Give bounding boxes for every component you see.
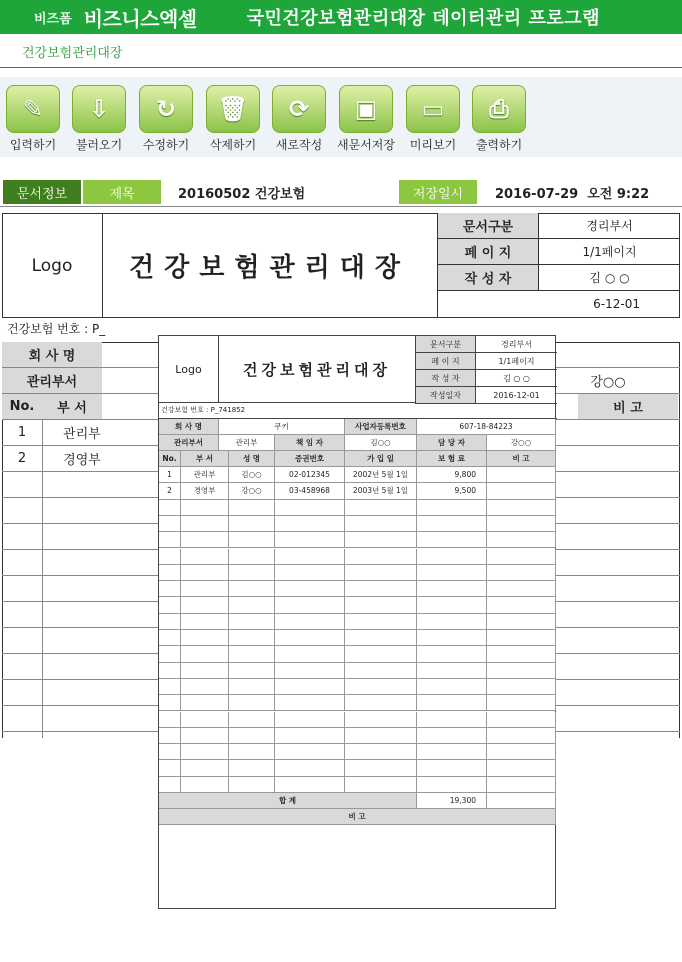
preview-cell: 강○○: [229, 483, 275, 498]
preview-cell: [159, 679, 181, 694]
preview-cell: [417, 646, 487, 661]
preview-cell: [275, 630, 345, 645]
preview-cell: [181, 695, 229, 710]
preview-cell: [181, 777, 229, 792]
preview-row: [159, 777, 556, 793]
preview-row: [159, 679, 556, 695]
preview-cell: [487, 614, 556, 629]
insurance-number: 건강보험 번호 : P_: [7, 322, 106, 336]
preview-cell: [229, 712, 275, 727]
preview-meta-row: [415, 336, 557, 353]
program-title: 국민건강보험관리대장 데이터관리 프로그램: [246, 8, 601, 29]
preview-cell: [487, 516, 556, 531]
preview-row: [159, 435, 556, 451]
preview-cell: [159, 549, 181, 564]
preview-total-value: 19,300: [417, 793, 487, 808]
toolbar-button-label: 새문서저장: [337, 138, 395, 152]
preview-cell: [487, 467, 556, 482]
preview-meta-value: 경리부서: [501, 339, 532, 349]
preview-cell: [229, 760, 275, 775]
preview-cell: [229, 581, 275, 596]
preview-cell: [159, 532, 181, 547]
preview-cell: [159, 597, 181, 612]
preview-cell: [417, 516, 487, 531]
preview-cell: [159, 565, 181, 580]
preview-cell: [229, 630, 275, 645]
brand-small: 비즈폼: [34, 11, 72, 27]
preview-cell: 9,800: [417, 467, 487, 482]
preview-cell: [345, 516, 417, 531]
preview-cell: [181, 760, 229, 775]
preview-cell: [229, 663, 275, 678]
preview-row: [159, 483, 556, 499]
preview-cell: 2002년 5월 1일: [345, 467, 417, 482]
preview-cell: [417, 565, 487, 580]
preview-meta-key: 작 성 자: [416, 370, 476, 386]
preview-resp-label: 책 임 자: [275, 435, 345, 450]
preview-cell: [275, 695, 345, 710]
toolbar-button-4[interactable]: [203, 85, 263, 153]
preview-cell: [229, 565, 275, 580]
refresh-icon: ↻: [139, 85, 193, 133]
preview-cell: [275, 646, 345, 661]
preview-cell: [159, 777, 181, 792]
form-logo: Logo: [2, 213, 103, 318]
preview-cell: [417, 597, 487, 612]
preview-cell: [229, 777, 275, 792]
meta-value: 6-12-01: [593, 297, 640, 311]
preview-cell: [487, 712, 556, 727]
preview-cell: [229, 646, 275, 661]
col-note: 비 고: [578, 394, 678, 419]
preview-cell: [275, 549, 345, 564]
preview-cell: [159, 712, 181, 727]
preview-meta-value: 2016-12-01: [493, 390, 540, 400]
preview-cell: [345, 695, 417, 710]
preview-resp-value: 김○○: [345, 435, 417, 450]
meta-value: 경리부서: [586, 219, 633, 233]
preview-cell: [487, 695, 556, 710]
preview-cell: [229, 695, 275, 710]
preview-cell: [159, 744, 181, 759]
meta-value: 1/1페이지: [582, 245, 637, 259]
preview-cell: 03-458968: [275, 483, 345, 498]
preview-cell: [275, 663, 345, 678]
preview-cell: [345, 712, 417, 727]
preview-cell: [487, 760, 556, 775]
preview-cell: [159, 581, 181, 596]
preview-cell: [275, 581, 345, 596]
preview-cell: [181, 744, 229, 759]
preview-cell: [345, 679, 417, 694]
preview-mgr-value: 강○○: [487, 435, 556, 450]
preview-meta-value: 1/1페이지: [498, 356, 535, 366]
preview-cell: [417, 760, 487, 775]
preview-row: [159, 646, 556, 662]
monitor-icon: ▭: [406, 85, 460, 133]
preview-table: [159, 418, 557, 821]
preview-header: 성 명: [229, 451, 275, 466]
preview-dept-label: 관리부서: [159, 435, 219, 450]
toolbar-button-label: 수정하기: [142, 138, 190, 152]
preview-cell: [181, 565, 229, 580]
preview-cell: [417, 663, 487, 678]
preview-cell: [229, 597, 275, 612]
preview-cell: [229, 516, 275, 531]
preview-row: [159, 549, 556, 565]
top-banner: [0, 0, 682, 34]
preview-cell: 2003년 5월 1일: [345, 483, 417, 498]
preview-row: [159, 597, 556, 613]
form-meta-row: [437, 265, 680, 291]
preview-cell: [229, 614, 275, 629]
form-meta-row: [437, 239, 680, 265]
info-divider: [0, 206, 682, 207]
preview-row: [159, 451, 556, 467]
manager-value[interactable]: 강○○: [590, 375, 626, 390]
saved-badge: 저장일시: [399, 180, 477, 204]
preview-company-value: 쿠키: [219, 419, 345, 434]
preview-cell: [417, 500, 487, 515]
preview-cell: 9,500: [417, 483, 487, 498]
preview-cell: [159, 646, 181, 661]
preview-cell: [275, 565, 345, 580]
preview-meta-key: 페 이 지: [416, 353, 476, 369]
brand-logo: 비즈니스엑셀: [83, 6, 197, 31]
preview-total-label: 합 계: [159, 793, 417, 808]
row-dept[interactable]: 관리부: [63, 427, 101, 442]
trash-icon: 🗑: [206, 85, 260, 133]
dept-label: 관리부서: [2, 368, 102, 393]
divider: [0, 67, 682, 68]
preview-meta-value: 김 ○ ○: [503, 373, 530, 383]
preview-cell: 관리부: [181, 467, 229, 482]
toolbar-button-7[interactable]: [403, 85, 463, 153]
preview-row: [159, 712, 556, 728]
preview-cell: [275, 679, 345, 694]
preview-cell: [487, 483, 556, 498]
toolbar-button-label: 입력하기: [9, 138, 57, 152]
toolbar-button-label: 불러오기: [75, 138, 123, 152]
preview-cell: [487, 630, 556, 645]
toolbar-button-8[interactable]: [469, 85, 529, 153]
preview-cell: [275, 744, 345, 759]
preview-cell: [181, 679, 229, 694]
preview-cell: 2: [159, 483, 181, 498]
preview-meta-row: [415, 353, 557, 370]
doc-info-badge: 문서정보: [3, 180, 81, 204]
toolbar: [0, 77, 682, 157]
preview-biz-value: 607-18-84223: [417, 419, 556, 434]
preview-row: [159, 809, 556, 825]
preview-cell: [417, 695, 487, 710]
preview-cell: [181, 581, 229, 596]
preview-cell: [181, 500, 229, 515]
preview-cell: [487, 646, 556, 661]
preview-meta-row: [415, 370, 557, 387]
load-icon: ⇩: [72, 85, 126, 133]
print-preview: [158, 335, 556, 909]
preview-meta-key: 작성일자: [416, 387, 476, 403]
form-title: 건강보험관리대장: [129, 253, 410, 283]
preview-row: [159, 728, 556, 744]
preview-cell: [229, 744, 275, 759]
preview-cell: [417, 630, 487, 645]
printer-icon: ⎙: [472, 85, 526, 133]
preview-cell: [487, 597, 556, 612]
toolbar-button-label: 출력하기: [475, 138, 523, 152]
preview-cell: [275, 614, 345, 629]
preview-cell: [275, 532, 345, 547]
preview-cell: [275, 777, 345, 792]
row-no[interactable]: 2: [17, 451, 27, 466]
form-meta-row: [437, 291, 680, 317]
toolbar-button-label: 새로작성: [275, 138, 323, 152]
preview-cell: [159, 630, 181, 645]
preview-cell: [181, 516, 229, 531]
preview-cell: [417, 728, 487, 743]
new-icon: ⟳: [272, 85, 326, 133]
meta-key: 문서구분: [438, 213, 539, 238]
preview-cell: [229, 532, 275, 547]
preview-cell: [275, 760, 345, 775]
row-no[interactable]: 1: [17, 425, 27, 440]
preview-cell: [181, 532, 229, 547]
preview-cell: [487, 581, 556, 596]
form-meta-row: [437, 213, 680, 239]
preview-cell: 김○○: [229, 467, 275, 482]
preview-cell: [345, 597, 417, 612]
preview-cell: [487, 679, 556, 694]
preview-cell: [345, 663, 417, 678]
preview-cell: [275, 597, 345, 612]
preview-header: 비 고: [487, 451, 556, 466]
preview-row: [159, 467, 556, 483]
preview-cell: [417, 549, 487, 564]
preview-cell: [487, 744, 556, 759]
preview-cell: [487, 663, 556, 678]
toolbar-button-5[interactable]: [269, 85, 329, 153]
toolbar-button-label: 미리보기: [409, 138, 457, 152]
preview-cell: [181, 728, 229, 743]
toolbar-button-6[interactable]: [336, 85, 396, 153]
preview-row: [159, 793, 556, 809]
page-subtitle: 건강보험관리대장: [22, 46, 123, 61]
preview-row: [159, 630, 556, 646]
preview-cell: [181, 614, 229, 629]
preview-cell: [181, 663, 229, 678]
preview-cell: [181, 630, 229, 645]
preview-row: [159, 614, 556, 630]
preview-cell: [417, 581, 487, 596]
preview-cell: [275, 500, 345, 515]
preview-cell: [345, 777, 417, 792]
preview-cell: [345, 630, 417, 645]
pencil-icon: ✎: [6, 85, 60, 133]
preview-cell: [417, 679, 487, 694]
meta-key: 페 이 지: [438, 239, 539, 264]
meta-key: [438, 291, 539, 317]
preview-cell: [159, 695, 181, 710]
preview-cell: [345, 532, 417, 547]
preview-row: [159, 581, 556, 597]
preview-header: 보 험 료: [417, 451, 487, 466]
preview-cell: [275, 516, 345, 531]
preview-cell: 경영부: [181, 483, 229, 498]
preview-dept-value: 관리부: [219, 435, 275, 450]
preview-cell: [487, 532, 556, 547]
preview-row: [159, 663, 556, 679]
preview-cell: [345, 646, 417, 661]
preview-company-label: 회 사 명: [159, 419, 219, 434]
preview-title: 건강보험관리대장: [219, 336, 415, 403]
toolbar-button-2[interactable]: [69, 85, 129, 153]
preview-cell: [159, 516, 181, 531]
preview-cell: [181, 549, 229, 564]
preview-note-label: 비 고: [159, 809, 556, 824]
preview-cell: [487, 777, 556, 792]
preview-insurance-number: 건강보험 번호 : P_741852: [161, 406, 246, 414]
col-no: No.: [2, 394, 42, 419]
preview-cell: [345, 500, 417, 515]
preview-cell: [159, 500, 181, 515]
preview-row: [159, 516, 556, 532]
preview-row: [159, 565, 556, 581]
preview-cell: [487, 728, 556, 743]
preview-row: [159, 532, 556, 548]
toolbar-button-3[interactable]: [136, 85, 196, 153]
meta-key: 작 성 자: [438, 265, 539, 290]
preview-cell: [345, 565, 417, 580]
toolbar-button-label: 삭제하기: [209, 138, 257, 152]
preview-logo: Logo: [159, 336, 219, 403]
preview-cell: [487, 565, 556, 580]
preview-row: [159, 500, 556, 516]
preview-cell: [345, 549, 417, 564]
preview-cell: [159, 728, 181, 743]
preview-cell: [159, 663, 181, 678]
preview-cell: [417, 614, 487, 629]
preview-biz-label: 사업자등록번호: [345, 419, 417, 434]
preview-cell: [229, 679, 275, 694]
preview-row: [159, 760, 556, 776]
preview-cell: [229, 728, 275, 743]
preview-cell: [345, 581, 417, 596]
preview-cell: [181, 597, 229, 612]
saved-datetime: 2016-07-29 오전 9:22: [495, 186, 650, 202]
preview-total-empty: [487, 793, 556, 808]
preview-cell: [275, 712, 345, 727]
doc-title-value[interactable]: 20160502 건강보험: [178, 186, 306, 202]
preview-cell: [229, 500, 275, 515]
preview-header: No.: [159, 451, 181, 466]
preview-cell: [417, 532, 487, 547]
preview-cell: [345, 728, 417, 743]
toolbar-button-1[interactable]: [3, 85, 63, 153]
preview-header: 부 서: [181, 451, 229, 466]
preview-row: [159, 744, 556, 760]
preview-cell: [345, 760, 417, 775]
preview-cell: [417, 712, 487, 727]
preview-header: 증권번호: [275, 451, 345, 466]
preview-cell: [345, 744, 417, 759]
preview-header: 가 입 일: [345, 451, 417, 466]
preview-cell: 1: [159, 467, 181, 482]
preview-cell: [159, 614, 181, 629]
preview-row: [159, 695, 556, 711]
preview-row: [159, 419, 556, 435]
meta-value: 김 ○ ○: [589, 271, 630, 285]
company-label: 회 사 명: [2, 342, 102, 367]
preview-cell: [229, 549, 275, 564]
preview-meta-key: 문서구분: [416, 336, 476, 352]
preview-cell: [181, 712, 229, 727]
preview-cell: [487, 549, 556, 564]
row-dept[interactable]: 경영부: [63, 453, 101, 468]
preview-cell: [345, 614, 417, 629]
preview-cell: [181, 646, 229, 661]
preview-cell: 02-012345: [275, 467, 345, 482]
preview-meta-row: [415, 387, 557, 404]
preview-cell: [487, 500, 556, 515]
preview-cell: [275, 728, 345, 743]
preview-cell: [417, 744, 487, 759]
title-badge: 제목: [83, 180, 161, 204]
preview-cell: [417, 777, 487, 792]
save-icon: ▣: [339, 85, 393, 133]
preview-mgr-label: 담 당 자: [417, 435, 487, 450]
preview-cell: [159, 760, 181, 775]
col-dept: 부 서: [42, 394, 102, 419]
